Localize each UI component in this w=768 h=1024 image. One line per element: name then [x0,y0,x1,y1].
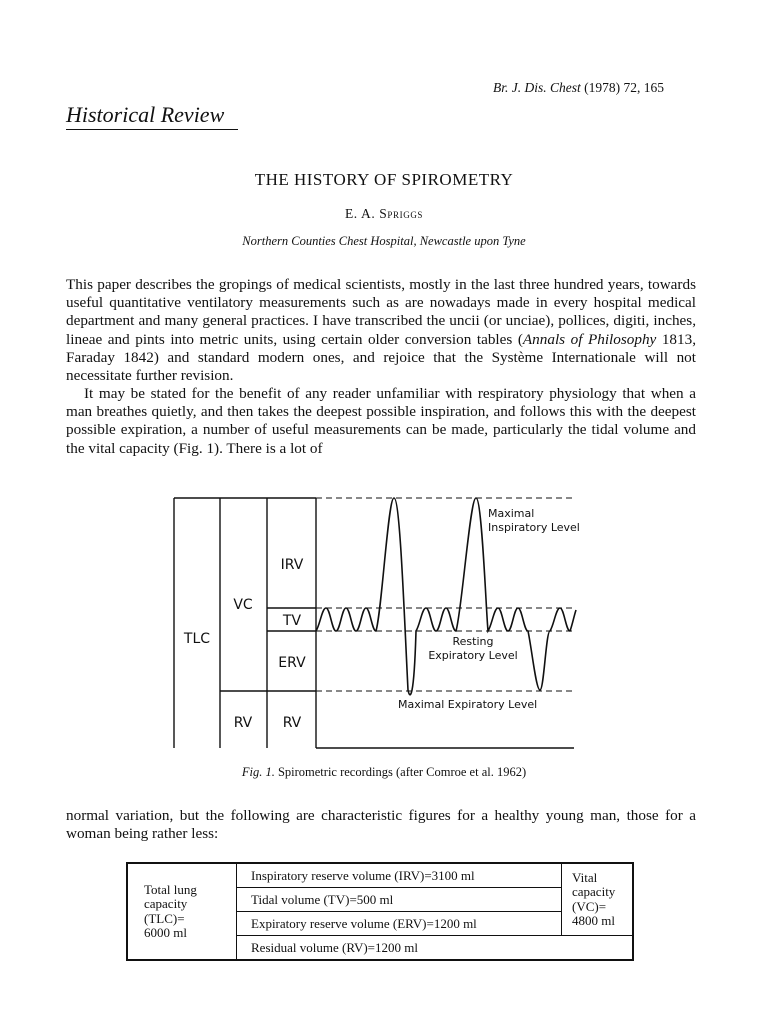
tlc-line-2: capacity [144,896,188,911]
label-max-exp: Maximal Expiratory Level [398,698,538,711]
paragraph-2: It may be stated for the benefit of any reader unfamiliar with respiratory physiology that when a man breathes quietly, and then takes the deepest possible inspiration, and follows this with the deepest possible expiration, a number of useful measurements can be made, particularly the tidal volume and the vital capacity (Fig. 1). There is a lot of [66,385,696,457]
rv-cell: Residual volume (RV)=1200 ml [237,936,634,961]
lung-volumes-table [126,862,634,961]
tlc-line-1: Total lung [144,881,197,897]
vc-cell [562,863,634,936]
tlc-line-3: (TLC)= [144,910,185,926]
vc-line-3: (VC)= [572,898,607,914]
tlc-cell [127,863,237,960]
label-max-insp-2: Inspiratory Level [488,521,580,534]
label-max-insp-1: Maximal [488,507,535,520]
paragraph-1-text-b: 1813, Faraday 1842) and standard modern ones, and rejoice that the Système Internationale will not necessitate further revision. [66,330,697,385]
vc-line-2: capacity [572,884,616,899]
paragraph-1-text-a: This paper describes the gropings of medical scientists, mostly in the last three hundred years, towards useful quantitative ventilatory measurements such as are nowadays made in every hospital medical department and many general practices. I have transcribed the uncii (or unciae), pollices, digiti, inches, lineae and pints into metric units, using certain older conversion tables ( [66,276,696,348]
spirometry-figure [170,490,590,755]
paragraph-1 [66,276,696,385]
label-tlc: TLC [183,631,211,647]
label-rv-right: RV [282,715,302,731]
label-resting-2: Expiratory Level [428,649,518,662]
journal-year-volume: (1978) 72, 165 [584,80,664,95]
tlc-line-4: 6000 ml [144,925,187,940]
article-title: THE HISTORY OF SPIROMETRY [254,170,514,189]
label-erv: ERV [278,655,306,671]
section-label: Historical Review [66,102,225,127]
label-vc: VC [233,597,253,613]
journal-citation [493,80,664,96]
article-affiliation: Northern Counties Chest Hospital, Newcastle upon Tyne [242,234,526,248]
irv-cell: Inspiratory reserve volume (IRV)=3100 ml [237,863,562,888]
erv-cell: Expiratory reserve volume (ERV)=1200 ml [237,912,562,936]
label-rv-left: RV [233,715,253,731]
label-irv: IRV [280,557,304,573]
article-author: E. A. Spriggs [344,206,424,221]
figure-caption-label: Fig. 1. [241,765,275,779]
section-underline [66,129,238,130]
vc-line-1: Vital [572,869,598,885]
figure-caption [0,765,768,780]
label-resting-1: Resting [452,635,494,648]
label-tv: TV [282,613,302,629]
paragraph-1-italic: Annals of Philosophy [522,330,657,348]
journal-name: Br. J. Dis. Chest [493,80,581,95]
paragraph-3: normal variation, but the following are characteristic figures for a healthy young man, those for a woman being rather less: [66,807,696,843]
figure-caption-text: Spirometric recordings (after Comroe et al. 1962) [274,765,527,779]
vc-line-4: 4800 ml [572,913,615,928]
tv-cell: Tidal volume (TV)=500 ml [237,888,562,912]
